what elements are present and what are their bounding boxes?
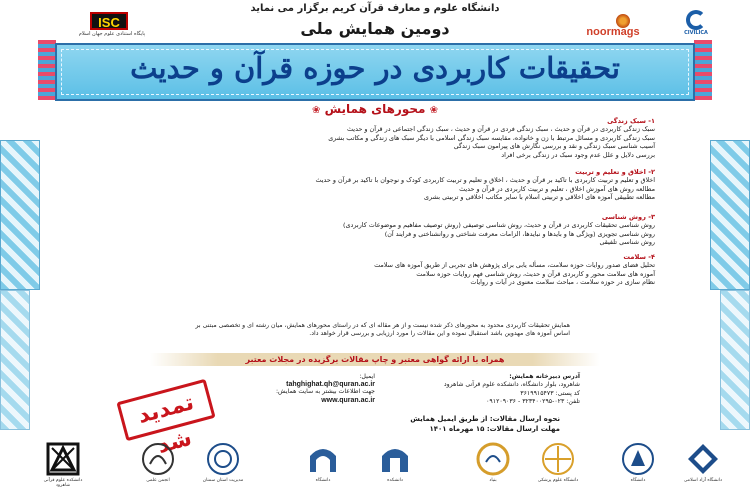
section-ethics [95, 168, 655, 202]
left-tile-ornament [0, 140, 40, 290]
section-line: تحلیل فضای صدور روایات حوزه سلامت، مسأله یابی برای پژوهش های تجربی از طریق آموزه های سلامت [374, 261, 655, 270]
sponsor-logo [680, 442, 726, 492]
sponsor-logo [470, 442, 516, 492]
sponsor-caption: مدیریت استان سمنان [202, 478, 244, 483]
address-title: آدرس دبیرخانه همایش: [509, 373, 580, 380]
sponsor-logo [300, 442, 346, 492]
right-tile-ornament-lower [720, 290, 750, 430]
civilica-logo [680, 10, 712, 40]
isc-logo: ISC [90, 12, 128, 30]
note-paragraph: همایش تحقیقات کاربردی محدود به محورهای ذکر شده نیست و از هر مقاله ای که در راستای محورهای همایش، میان رشته ای و تخصصی مبتنی بر اساس آموزه های مهدوین باشد استقبال نموده و این مقالات را مورد ارزیابی و بررسی قرار خواهد داد. [195, 322, 570, 338]
section-line: آموزه های سلامت محور و کاربردی قرآن و حدیث، روش شناسی فهم روایات حوزه سلامت [416, 269, 655, 278]
sponsor-logo [40, 442, 86, 492]
bottom-logos [0, 438, 750, 500]
sponsor-caption: دانشگاه علوم پزشکی [537, 478, 579, 483]
section-methodology [95, 213, 655, 247]
top-bar [0, 0, 750, 44]
section-line: مطالعه روش های آموزش اخلاق ، تعلیم و تربیت کاربردی در قرآن و حدیث [459, 184, 655, 193]
section-line: مطالعه تطبیقی آموزه های اخلاقی و تربیتی اسلام با سایر مکاتب اخلاقی و تربیتی بشری [424, 193, 655, 202]
sponsor-caption: دانشگاه [315, 478, 331, 483]
section-lifestyle [95, 117, 655, 159]
right-tile-ornament [710, 140, 750, 290]
edition-line: دومین همایش ملی [300, 19, 450, 38]
site-link[interactable]: www.quran.ac.ir [321, 396, 375, 404]
section-line: روش شناسی تجویزی (ویژگی ها و بایدها و نبایدها، الزامات معرفت شناختی و روانشناختی و فرایند آن) [384, 229, 655, 238]
azad-university-logo-icon [686, 442, 720, 476]
site-label: جهت اطلاعات بیشتر به سایت همایش: [275, 388, 375, 396]
sponsor-logo [135, 442, 181, 492]
section-line: اخلاق و تعلیم و تربیت کاربردی با تاکید بر قرآن و حدیث ، اخلاق و تعلیم و تربیت کاربردی کودک و نوجوان با تاکید بر قرآن و حدیث [315, 176, 655, 185]
sponsor-logo [615, 442, 661, 492]
university-line: دانشگاه علوم و معارف قرآن کریم برگزار می نماید [250, 3, 500, 14]
axes-title: محورهای همایش [324, 102, 426, 116]
section-title: ۴- سلامت [623, 253, 655, 261]
section-line: آسیب شناسی سبک زندگی و نقد و بررسی نگارش های پیرامون سبک زندگی [453, 142, 655, 151]
civilica-mark-icon [686, 10, 706, 30]
right-ornament-strip [694, 40, 712, 100]
email-label: ایمیل: [359, 373, 375, 380]
sponsor-logo [200, 442, 246, 492]
publish-line: همراه با ارائه گواهی معتبر و چاپ مقالات برگزیده در مجلات معتبر [150, 353, 600, 366]
section-title: ۳- روش شناسی [601, 213, 655, 221]
submission-deadline: مهلت ارسال مقالات: ۱۵ مهرماه ۱۴۰۱ [429, 425, 560, 433]
sponsor-caption: دانشگاه آزاد اسلامی [683, 478, 723, 483]
faculty-logo-icon [378, 442, 412, 476]
dates-block [370, 414, 560, 434]
flower-icon: ❀ [311, 105, 321, 116]
submission-method: نحوه ارسال مقالات: از طریق ایمیل همایش [410, 415, 560, 423]
section-line: نظام سازی در حوزه سلامت ، مباحث سلامت معنوی در آیات و روایات [470, 278, 655, 287]
sponsor-caption: دانشکده علوم قرآنی شاهرود [43, 478, 83, 488]
section-line: بررسی دلایل و علل عدم وجود سبک در زندگی برخی افراد [501, 150, 655, 159]
sponsor-caption: انجمن علمی [146, 478, 170, 483]
contact-address [380, 373, 580, 407]
noormags-logo [578, 14, 648, 36]
shahrood-faculty-logo-icon [46, 442, 80, 476]
foundation-logo-icon [476, 442, 510, 476]
conference-title: تحقیقات کاربردی در حوزه قرآن و حدیث [130, 51, 620, 85]
sponsor-logo [535, 442, 581, 492]
section-line: سبک زندگی کاربردی در قرآن و حدیث ، سبک زندگی فردی در قرآن و حدیث ، سبک زندگی اجتماعی در قرآن و حدیث [347, 125, 655, 134]
section-health [95, 253, 655, 287]
association-logo-icon [141, 442, 175, 476]
section-line: سبک زندگی کاربردی و مسائل مرتبط با زن و خانواده، مقایسه سبک زندگی اسلامی با دیگر سبک های زندگی و مکاتب بشری [328, 133, 655, 142]
left-tile-ornament-lower [0, 290, 30, 430]
sponsor-caption: دانشکده [387, 478, 403, 483]
email-link[interactable]: tahghighat.qh@quran.ac.ir [286, 381, 375, 389]
noormags-text: noormags [586, 26, 640, 38]
sponsor-caption: دانشگاه [630, 478, 646, 483]
axes-heading [270, 102, 480, 116]
isc-caption: پایگاه استنادی علوم جهان اسلام [78, 31, 146, 37]
section-title: ۱- سبک زندگی [607, 117, 655, 125]
civilica-text: CIVILICA [684, 30, 708, 36]
extended-stamp: تمدید شد [116, 379, 215, 441]
medical-university-logo-icon [541, 442, 575, 476]
university-emblem-icon [621, 442, 655, 476]
postal-code: کد پستی: ۳۶۱۹۹۱۵۴۷۳ [520, 389, 580, 397]
phone: تلفن: ۰۲۳-۳۲۳۴۰۰۲۹۵ - ۰۹۱۲۰۹۰۳۶ [486, 398, 580, 406]
sponsor-logo [372, 442, 418, 492]
contact-online [225, 373, 375, 404]
left-ornament-strip [38, 40, 56, 100]
section-title: ۲- اخلاق و تعلیم و تربیت [575, 168, 655, 176]
semnan-logo-icon [206, 442, 240, 476]
flower-icon: ❀ [429, 105, 438, 116]
section-line: روش شناسی تلفیقی [599, 238, 655, 247]
sponsor-caption: بنیاد [489, 478, 497, 483]
address-text: شاهرود، بلوار دانشگاه، دانشکده علوم قرآنی شاهرود [443, 381, 580, 389]
title-banner [55, 43, 695, 101]
section-line: روش شناسی تحقیقات کاربردی در قرآن و حدیث، روش شناسی توصیفی (روش توصیف مفاهیم و موضوعات کاربردی) [343, 221, 655, 230]
university-logo-icon [306, 442, 340, 476]
